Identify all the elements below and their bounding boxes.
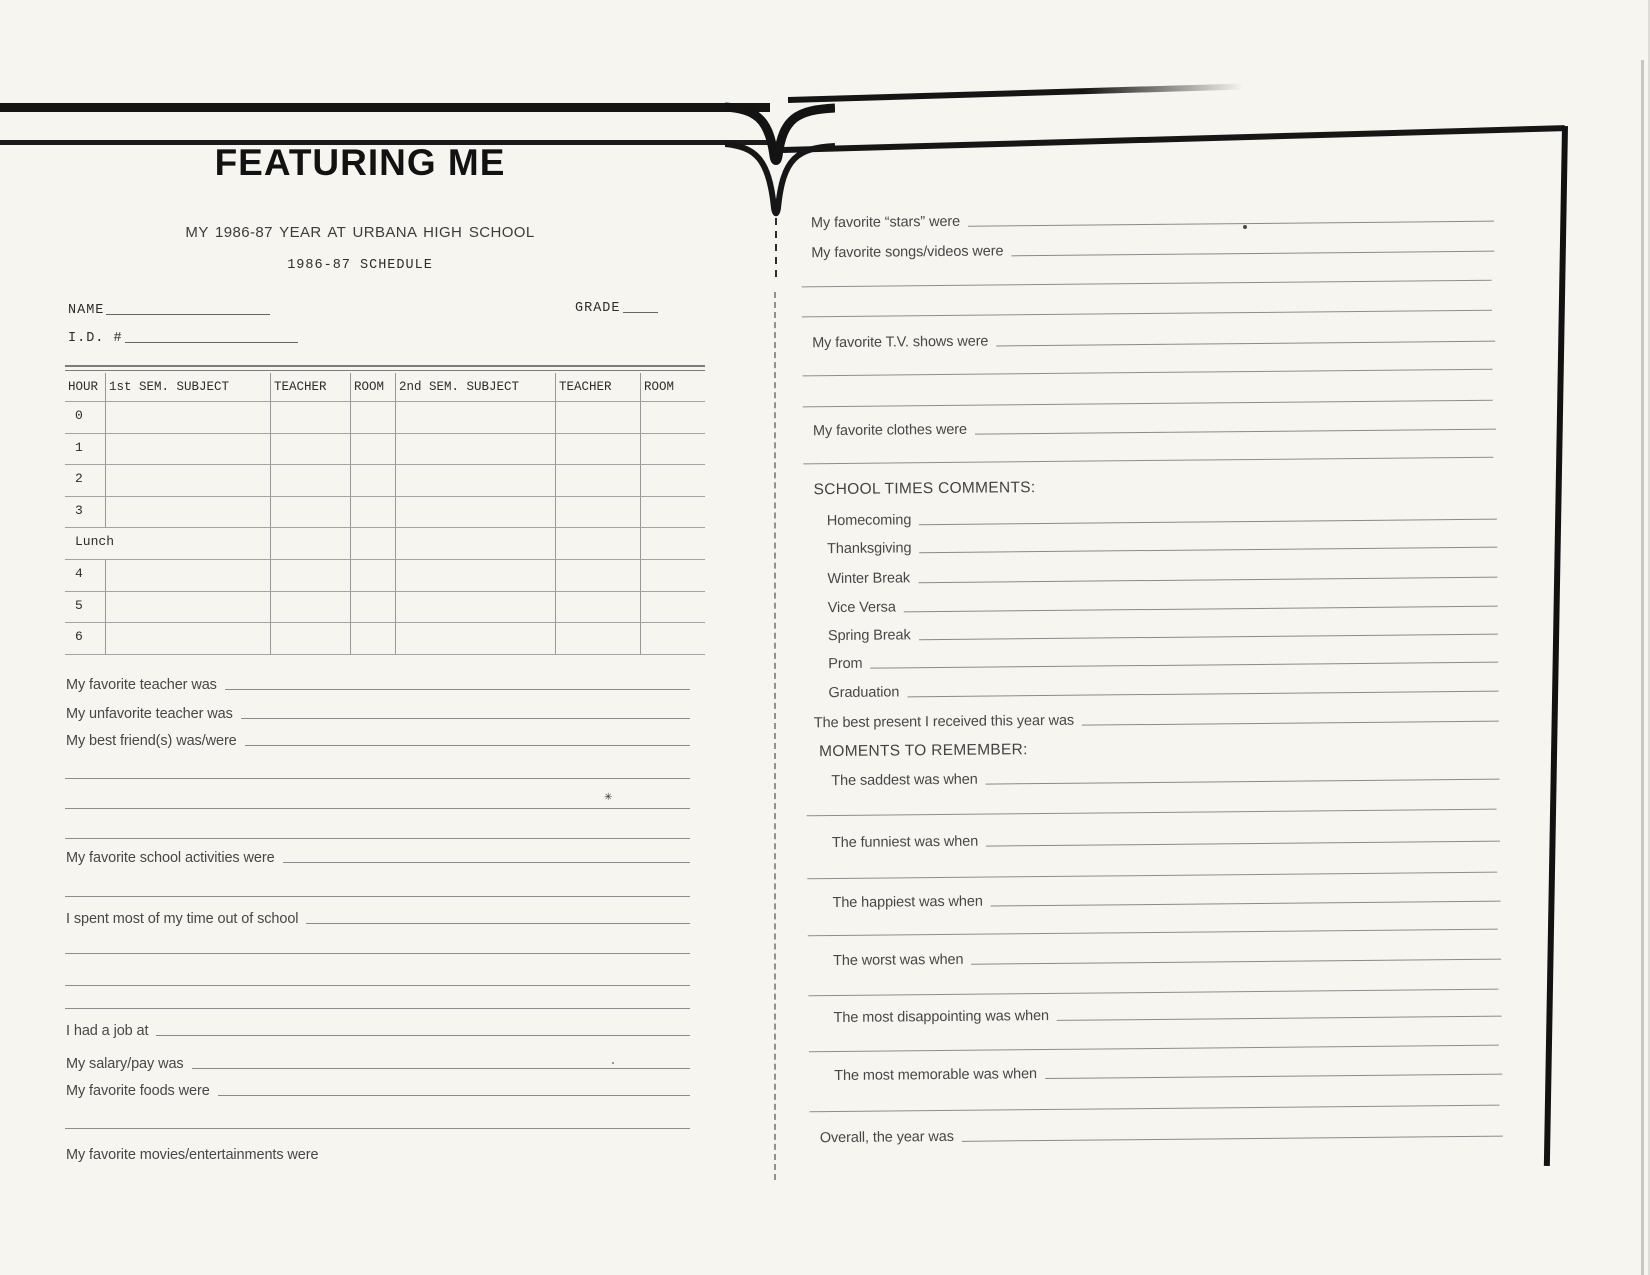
- fill-line: [975, 427, 1496, 435]
- table-cell: [555, 497, 640, 529]
- fill-line: [919, 632, 1498, 641]
- blank-line: [808, 989, 1498, 997]
- school-times-heading: SCHOOL TIMES COMMENTS:: [813, 479, 1036, 499]
- blank-line: [65, 778, 690, 779]
- table-cell: [270, 560, 350, 592]
- table-cell: [395, 434, 555, 466]
- prompt-label: The worst was when: [833, 951, 964, 970]
- fill-line: [106, 312, 270, 315]
- unfavorite-teacher-prompt: [66, 706, 690, 722]
- table-header: TEACHER: [270, 373, 350, 402]
- fill-line: [225, 687, 690, 690]
- most-disappointing-prompt: [834, 1004, 1502, 1026]
- hour-label: Lunch: [65, 528, 105, 560]
- prompt-label: My favorite T.V. shows were: [812, 333, 989, 352]
- blank-line: [802, 280, 1492, 288]
- blank-line: [803, 400, 1493, 408]
- ink-speck: [612, 1062, 614, 1064]
- prompt-label: My favorite “stars” were: [810, 213, 961, 232]
- table-cell: [395, 592, 555, 624]
- table-cell: [555, 592, 640, 624]
- prompt-label: The saddest was when: [831, 771, 978, 790]
- blank-line: [65, 808, 690, 809]
- table-cell: [350, 623, 395, 655]
- prompt-label: My best friend(s) was/were: [66, 733, 237, 749]
- prompt-label: My unfavorite teacher was: [66, 706, 233, 722]
- schedule-table: [65, 373, 705, 655]
- fill-line: [623, 310, 658, 313]
- fill-line: [156, 1033, 690, 1036]
- ink-speck: ✳: [604, 792, 613, 803]
- time-out-of-school-prompt: [66, 911, 690, 927]
- scan-edge-line: [1641, 60, 1644, 1275]
- table-header: TEACHER: [555, 373, 640, 402]
- best-friends-prompt: [66, 733, 690, 749]
- table-cell: [555, 402, 640, 434]
- prom-prompt: [828, 650, 1498, 672]
- table-cell: [555, 528, 640, 560]
- blank-line: [809, 1045, 1499, 1053]
- table-cell: [105, 497, 270, 529]
- fill-line: [871, 660, 1499, 669]
- hour-label: 1: [65, 434, 105, 466]
- grade-field: [575, 301, 658, 316]
- prompt-label: Vice Versa: [827, 599, 896, 617]
- saddest-prompt: [831, 767, 1499, 789]
- table-cell: [640, 623, 705, 655]
- salary-prompt: [66, 1056, 690, 1072]
- fill-line: [1045, 1072, 1502, 1079]
- table-top-rule: [65, 370, 705, 372]
- page-subtitle: MY 1986-87 YEAR AT URBANA HIGH SCHOOL: [185, 224, 535, 241]
- fill-line: [1011, 249, 1494, 257]
- hour-label: 3: [65, 497, 105, 529]
- prompt-label: The most memorable was when: [834, 1066, 1038, 1085]
- fill-line: [991, 899, 1501, 907]
- hour-label: 2: [65, 465, 105, 497]
- job-prompt: [66, 1023, 690, 1039]
- table-cell: [270, 402, 350, 434]
- vice-versa-prompt: [828, 594, 1498, 616]
- blank-line: [810, 1105, 1500, 1113]
- fill-line: [125, 340, 298, 343]
- id-field: [68, 331, 298, 346]
- table-header: ROOM: [640, 373, 705, 402]
- hour-label: 4: [65, 560, 105, 592]
- blank-line: [65, 1128, 690, 1129]
- prompt-label: My favorite foods were: [66, 1083, 210, 1099]
- homecoming-prompt: [827, 507, 1497, 529]
- table-cell: [395, 497, 555, 529]
- blank-line: [803, 457, 1493, 465]
- hour-label: 6: [65, 623, 105, 655]
- table-cell: [105, 434, 270, 466]
- fill-line: [919, 517, 1497, 526]
- table-cell: [555, 465, 640, 497]
- fill-line: [907, 689, 1498, 698]
- hour-label: 5: [65, 592, 105, 624]
- table-cell: [395, 402, 555, 434]
- table-header: HOUR: [65, 373, 105, 402]
- blank-line: [65, 896, 690, 897]
- prompt-label: Spring Break: [827, 627, 911, 645]
- best-present-prompt: [814, 709, 1499, 732]
- gutter-crease: [774, 292, 776, 1180]
- table-cell: [105, 560, 270, 592]
- top-rule-left-1: [0, 103, 770, 112]
- foods-prompt: [66, 1083, 690, 1099]
- table-cell: [270, 465, 350, 497]
- favorite-teacher-prompt: [66, 677, 690, 693]
- table-cell: [105, 623, 270, 655]
- table-header: 2nd SEM. SUBJECT: [395, 373, 555, 402]
- table-cell: [105, 402, 270, 434]
- songs-prompt: [811, 239, 1494, 262]
- blank-line: [65, 1008, 690, 1009]
- table-cell: [640, 465, 705, 497]
- name-label: NAME: [68, 303, 105, 318]
- graduation-prompt: [828, 679, 1498, 701]
- fill-line: [971, 957, 1501, 965]
- prompt-label: Prom: [828, 655, 863, 673]
- blank-line: [802, 369, 1492, 377]
- blank-line: [802, 310, 1492, 318]
- blank-line: [807, 809, 1497, 817]
- table-cell: [640, 592, 705, 624]
- fill-line: [996, 339, 1495, 347]
- fill-line: [904, 604, 1498, 613]
- table-cell: [395, 623, 555, 655]
- table-cell: [350, 560, 395, 592]
- most-memorable-prompt: [834, 1062, 1502, 1084]
- prompt-label: My salary/pay was: [66, 1056, 184, 1072]
- spring-break-prompt: [828, 622, 1498, 644]
- overall-prompt: [820, 1124, 1503, 1147]
- table-cell: [270, 497, 350, 529]
- page-title: FEATURING ME: [214, 142, 506, 183]
- table-cell: [395, 560, 555, 592]
- blank-line: [807, 872, 1497, 880]
- table-cell: [350, 592, 395, 624]
- table-header: 1st SEM. SUBJECT: [105, 373, 270, 402]
- stars-prompt: [811, 209, 1494, 232]
- table-cell: [640, 528, 705, 560]
- table-cell: [350, 528, 395, 560]
- fill-line: [986, 777, 1500, 785]
- happiest-prompt: [832, 889, 1500, 911]
- table-cell: [270, 528, 350, 560]
- table-cell: [640, 402, 705, 434]
- name-field: [68, 303, 270, 318]
- table-cell: [395, 465, 555, 497]
- table-cell: [270, 434, 350, 466]
- blank-line: [808, 929, 1498, 937]
- right-page: [774, 0, 1526, 1275]
- fill-line: [962, 1134, 1503, 1142]
- clothes-prompt: [813, 417, 1496, 440]
- school-activities-prompt: [66, 850, 690, 866]
- table-cell: [555, 623, 640, 655]
- table-cell: [105, 465, 270, 497]
- prompt-label: Graduation: [828, 684, 900, 702]
- prompt-label: The most disappointing was when: [833, 1007, 1050, 1027]
- table-cell: [270, 623, 350, 655]
- fill-line: [245, 743, 690, 746]
- prompt-label: Homecoming: [826, 512, 912, 530]
- fill-line: [986, 839, 1500, 847]
- fill-line: [283, 860, 690, 863]
- prompt-label: Winter Break: [827, 570, 911, 588]
- table-top-rule: [65, 365, 705, 367]
- table-cell: [395, 528, 555, 560]
- fill-line: [306, 921, 690, 924]
- prompt-label: Overall, the year was: [819, 1128, 954, 1147]
- thanksgiving-prompt: [827, 535, 1497, 557]
- fill-line: [918, 575, 1497, 584]
- table-header: ROOM: [350, 373, 395, 402]
- table-cell: [350, 497, 395, 529]
- prompt-label: My favorite teacher was: [66, 677, 217, 693]
- prompt-label: Thanksgiving: [827, 540, 912, 558]
- table-cell: [555, 434, 640, 466]
- tv-shows-prompt: [812, 329, 1495, 352]
- table-cell: [640, 560, 705, 592]
- prompt-label: My favorite school activities were: [66, 850, 275, 866]
- table-cell: [270, 592, 350, 624]
- movies-prompt: My favorite movies/entertainments were: [66, 1147, 319, 1163]
- blank-line: [65, 838, 690, 839]
- blank-line: [65, 953, 690, 954]
- prompt-label: The happiest was when: [832, 893, 983, 912]
- table-cell: [640, 497, 705, 529]
- table-cell: [555, 560, 640, 592]
- table-cell: [640, 434, 705, 466]
- worst-prompt: [833, 947, 1501, 969]
- fill-line: [1082, 719, 1499, 726]
- table-cell: [350, 402, 395, 434]
- fill-line: [919, 545, 1497, 554]
- table-cell: [105, 592, 270, 624]
- prompt-label: My favorite clothes were: [812, 421, 968, 440]
- grade-label: GRADE: [575, 301, 621, 316]
- funniest-prompt: [832, 829, 1500, 851]
- prompt-label: The funniest was when: [831, 833, 979, 852]
- hour-label: 0: [65, 402, 105, 434]
- fill-line: [968, 219, 1494, 227]
- table-cell: [350, 465, 395, 497]
- fill-line: [1057, 1014, 1502, 1021]
- prompt-label: The best present I received this year was: [813, 712, 1075, 732]
- moments-heading: MOMENTS TO REMEMBER:: [818, 741, 1028, 761]
- table-cell: [350, 434, 395, 466]
- fill-line: [218, 1093, 690, 1096]
- winter-break-prompt: [827, 565, 1497, 587]
- fill-line: [192, 1066, 690, 1069]
- page-border-right: [1544, 126, 1568, 1166]
- fill-line: [241, 716, 690, 719]
- prompt-label: My favorite songs/videos were: [811, 243, 1004, 262]
- id-label: I.D. #: [68, 331, 123, 346]
- prompt-label: I had a job at: [66, 1023, 149, 1039]
- prompt-label: I spent most of my time out of school: [66, 911, 299, 927]
- schedule-heading: 1986-87 SCHEDULE: [287, 258, 433, 273]
- table-cell: [105, 528, 270, 560]
- blank-line: [65, 985, 690, 986]
